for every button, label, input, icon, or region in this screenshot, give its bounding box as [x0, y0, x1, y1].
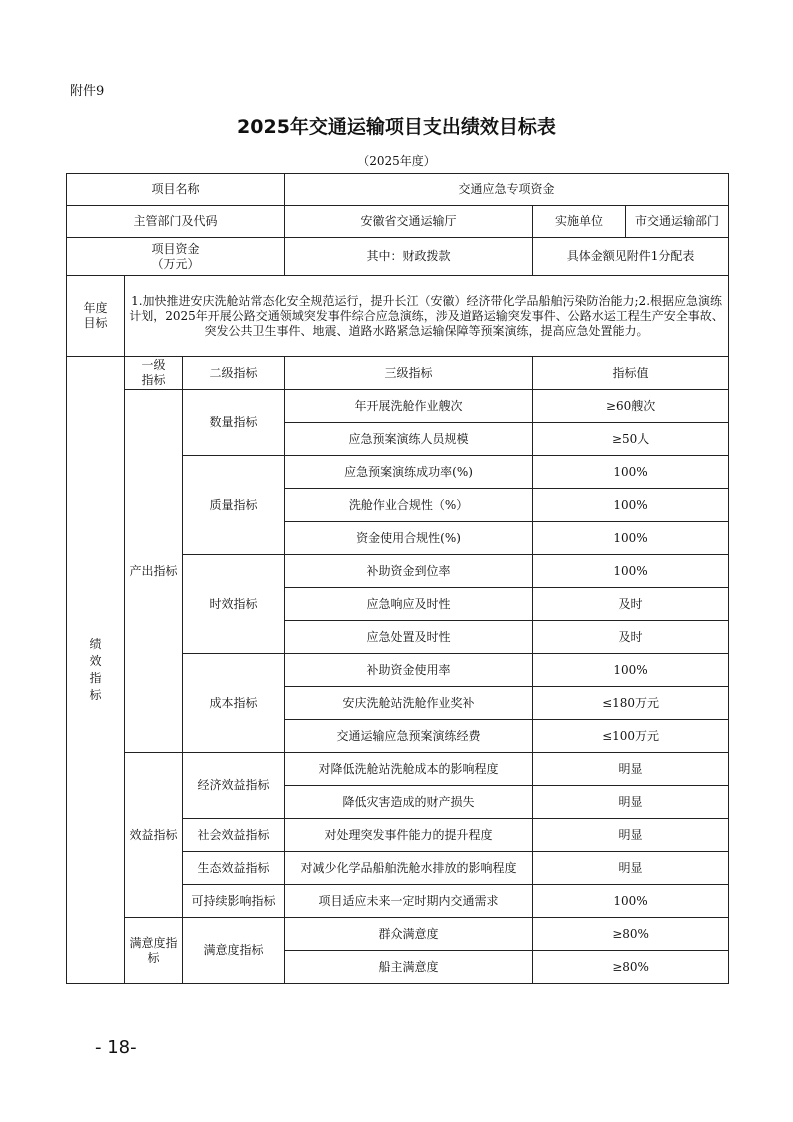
level3-indicator-name: 补助资金到位率 [285, 555, 533, 588]
quality-indicators-label: 质量指标 [183, 456, 285, 555]
annual-goal-label: 年度 目标 [67, 276, 125, 357]
sustainable-impact-label: 可持续影响指标 [183, 885, 285, 918]
implementing-unit-value: 市交通运输部门 [626, 206, 729, 238]
indicator-value: 明显 [533, 753, 729, 786]
indicator-value: ≥80% [533, 951, 729, 984]
level3-indicator-name: 应急预案演练成功率(%) [285, 456, 533, 489]
funds-label: 项目资金 （万元） [67, 238, 285, 276]
level3-indicator-name: 降低灾害造成的财产损失 [285, 786, 533, 819]
implementing-unit-label: 实施单位 [533, 206, 626, 238]
level3-indicator-name: 交通运输应急预案演练经费 [285, 720, 533, 753]
table-row [67, 753, 729, 786]
table-row [67, 918, 729, 951]
level3-indicator-name: 对降低洗舱站洗舱成本的影响程度 [285, 753, 533, 786]
indicator-value: 100% [533, 456, 729, 489]
level3-indicator-name: 对处理突发事件能力的提升程度 [285, 819, 533, 852]
level3-indicator-name: 应急预案演练人员规模 [285, 423, 533, 456]
economic-benefit-label: 经济效益指标 [183, 753, 285, 819]
indicator-value: ≥60艘次 [533, 390, 729, 423]
benefit-indicators-label: 效益指标 [125, 753, 183, 918]
funds-row [67, 238, 729, 276]
level3-indicator-name: 项目适应未来一定时期内交通需求 [285, 885, 533, 918]
table-row [67, 390, 729, 423]
level3-indicator-name: 补助资金使用率 [285, 654, 533, 687]
indicator-value: 明显 [533, 852, 729, 885]
satisfaction-indicators-label: 满意度指 标 [125, 918, 183, 984]
indicator-value: 明显 [533, 819, 729, 852]
indicator-value: ≤100万元 [533, 720, 729, 753]
indicator-value: ≥50人 [533, 423, 729, 456]
performance-indicators-label: 绩效指标 [67, 357, 125, 984]
level3-indicator-name: 应急响应及时性 [285, 588, 533, 621]
funds-source: 其中：财政拨款 [285, 238, 533, 276]
department-row [67, 206, 729, 238]
indicator-value: ≤180万元 [533, 687, 729, 720]
indicator-value: ≥80% [533, 918, 729, 951]
annual-goal-text: 1.加快推进安庆洗舱站常态化安全规范运行，提升长江（安徽）经济带化学品船舶污染防治能力;2.根据应急演练计划，2025年开展公路交通领域突发事件综合应急演练，涉及道路运输突发事件、公路水运工程生产安全事故、突发公共卫生事件、地震、道路水路紧急运输保障等预案演练，提高应急处置能力。 [125, 276, 729, 357]
page-title: 2025年交通运输项目支出绩效目标表 [237, 116, 556, 138]
indicator-value: 及时 [533, 588, 729, 621]
indicator-value: 100% [533, 489, 729, 522]
indicator-value: 100% [533, 555, 729, 588]
indicator-value: 及时 [533, 621, 729, 654]
level3-indicator-name: 安庆洗舱站洗舱作业奖补 [285, 687, 533, 720]
satisfaction-level2-label: 满意度指标 [183, 918, 285, 984]
level1-header: 一级 指标 [125, 357, 183, 390]
indicator-value: 100% [533, 522, 729, 555]
indicator-header-row [67, 357, 729, 390]
ecological-benefit-label: 生态效益指标 [183, 852, 285, 885]
indicator-value: 100% [533, 654, 729, 687]
funds-note: 具体金额见附件1分配表 [533, 238, 729, 276]
level3-indicator-name: 群众满意度 [285, 918, 533, 951]
project-name-label: 项目名称 [67, 174, 285, 206]
level3-indicator-name: 资金使用合规性(%) [285, 522, 533, 555]
output-indicators-label: 产出指标 [125, 390, 183, 753]
department-value: 安徽省交通运输厅 [285, 206, 533, 238]
project-name-row [67, 174, 729, 206]
quantity-indicators-label: 数量指标 [183, 390, 285, 456]
social-benefit-label: 社会效益指标 [183, 819, 285, 852]
project-name-value: 交通应急专项资金 [285, 174, 729, 206]
level3-indicator-name: 洗舱作业合规性（%） [285, 489, 533, 522]
department-label: 主管部门及代码 [67, 206, 285, 238]
level3-indicator-name: 应急处置及时性 [285, 621, 533, 654]
indicator-value-header: 指标值 [533, 357, 729, 390]
annual-goal-row [67, 276, 729, 357]
level3-indicator-name: 对减少化学品船舶洗舱水排放的影响程度 [285, 852, 533, 885]
page-number: - 18- [95, 1037, 137, 1058]
cost-indicators-label: 成本指标 [183, 654, 285, 753]
indicator-value: 100% [533, 885, 729, 918]
year-label: （2025年度） [357, 154, 436, 168]
attachment-label: 附件9 [70, 84, 105, 99]
level3-indicator-name: 船主满意度 [285, 951, 533, 984]
level3-header: 三级指标 [285, 357, 533, 390]
indicator-value: 明显 [533, 786, 729, 819]
timeliness-indicators-label: 时效指标 [183, 555, 285, 654]
level2-header: 二级指标 [183, 357, 285, 390]
level3-indicator-name: 年开展洗舱作业艘次 [285, 390, 533, 423]
performance-target-table [66, 173, 729, 984]
